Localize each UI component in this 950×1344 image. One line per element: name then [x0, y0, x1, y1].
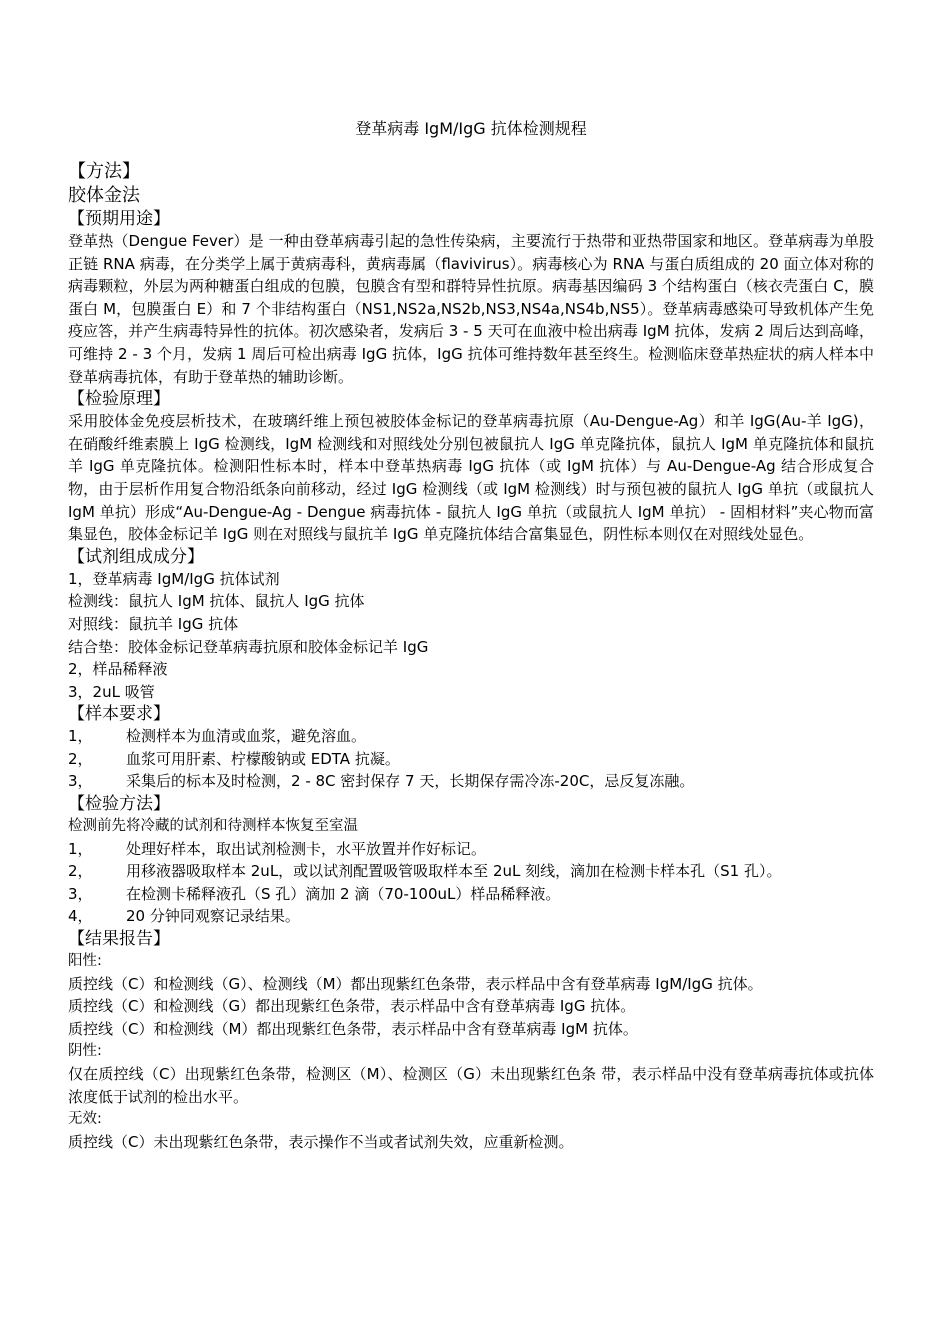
item-text: 用移液器吸取样本 2uL，或以试剂配置吸管吸取样本至 2uL 刻线，滴加在检测卡样本孔（S1 孔）。 [126, 862, 782, 881]
document-page [68, 118, 874, 1153]
item-text: 血浆可用肝素、柠檬酸钠或 EDTA 抗凝。 [126, 749, 400, 768]
results-heading: 【结果报告】 [68, 929, 170, 950]
reagent-line: 1，登革病毒 IgM/IgG 抗体试剂 [68, 569, 280, 588]
negative-text: 仅在质控线（C）出现紫红色条带，检测区（M）、检测区（G）未出现紫红色条 带，表示样品中没有登革病毒抗体或抗体浓度低于试剂的检出水平。 [68, 1065, 874, 1106]
item-number: 3， [68, 884, 93, 903]
procedure-heading: 【检验方法】 [68, 794, 170, 815]
positive-label: 阳性: [68, 953, 102, 970]
sample-item [68, 770, 874, 793]
item-number: 4， [68, 907, 93, 926]
positive-line: 质控线（C）和检测线（M）都出现紫红色条带，表示样品中含有登革病毒 IgM 抗体。 [68, 1019, 638, 1038]
positive-line: 质控线（C）和检测线（G）、检测线（M）都出现紫红色条带，表示样品中含有登革病毒 IgM/IgG 抗体。 [68, 974, 763, 993]
procedure-intro: 检测前先将冷藏的试剂和待测样本恢复至室温 [68, 818, 358, 835]
method-value: 胶体金法 [68, 185, 140, 206]
procedure-item [68, 838, 874, 861]
invalid-label: 无效: [68, 1111, 102, 1128]
sample-item [68, 725, 874, 748]
document-title: 登革病毒 IgM/IgG 抗体检测规程 [355, 119, 587, 138]
item-number: 2， [68, 862, 93, 881]
item-number: 3， [68, 772, 93, 791]
negative-label: 阴性: [68, 1043, 102, 1060]
reagent-line: 检测线：鼠抗人 IgM 抗体、鼠抗人 IgG 抗体 [68, 592, 365, 611]
reagent-line: 对照线：鼠抗羊 IgG 抗体 [68, 614, 239, 633]
reagent-line: 结合垫：胶体金标记登革病毒抗原和胶体金标记羊 IgG [68, 637, 429, 656]
item-text: 采集后的标本及时检测，2 - 8C 密封保存 7 天，长期保存需冷冻-20C，忌反复冻融。 [126, 772, 695, 791]
intended-use-text: 登革热（Dengue Fever）是 一种由登革病毒引起的急性传染病，主要流行于热带和亚热带国家和地区。登革病毒为单股正链 RNA 病毒，在分类学上属于黄病毒科，黄病毒属（flavivirus）。病毒核心为 RNA 与蛋白质组成的 20 面立体对称的病毒颗粒，外层为两种糖蛋白组成的包膜，包膜含有型和群特异性抗原。病毒基因编码 3 个结构蛋白（核衣壳蛋白 C，膜蛋白 M，包膜蛋白 E）和 7 个非结构蛋白（NS1,NS2a,NS2b,NS3,NS4a,NS4b,NS5）。登革病毒感染可导致机体产生免疫应答，并产生病毒特异性的抗体。初次感染者，发病后 3 - 5 天可在血液中检出病毒 IgM 抗体，发病 2 周后达到高峰，可维持 2 - 3 个月，发病 1 周后可检出病毒 IgG 抗体，IgG 抗体可维持数年甚至终生。检测临床登革热症状的病人样本中登革病毒抗体，有助于登革热的辅助诊断。 [68, 232, 874, 386]
principle-heading: 【检验原理】 [68, 389, 170, 410]
reagent-line: 2，样品稀释液 [68, 660, 168, 679]
principle-text: 采用胶体金免疫层析技术，在玻璃纤维上预包被胶体金标记的登革病毒抗原（Au-Dengue-Ag）和羊 IgG(Au-羊 IgG)，在硝酸纤维素膜上 IgG 检测线，IgM 检测线和对照线处分别包被鼠抗人 IgG 单克隆抗体，鼠抗人 IgM 单克隆抗体和鼠抗羊 IgG 单克隆抗体。检测阳性标本时，样本中登革热病毒 IgG 抗体（或 IgM 抗体）与 Au-Dengue-Ag 结合形成复合物，由于层析作用复合物沿纸条向前移动，经过 IgG 检测线（或 IgM 检测线）时与预包被的鼠抗人 IgG 单抗（或鼠抗人 IgM 单抗）形成“Au-Dengue-Ag - Dengue 病毒抗体 - 鼠抗人 IgG 单抗（或鼠抗人 IgM 单抗） - 固相材料”夹心物而富集显色，胶体金标记羊 IgG 则在对照线与鼠抗羊 IgG 单克隆抗体结合富集显色，阴性标本则仅在对照线处显色。 [68, 412, 874, 544]
intended-use-heading: 【预期用途】 [68, 209, 170, 229]
reagents-heading: 【试剂组成成分】 [68, 546, 204, 567]
invalid-text: 质控线（C）未出现紫红色条带，表示操作不当或者试剂失效，应重新检测。 [68, 1132, 574, 1151]
positive-line: 质控线（C）和检测线（G）都出现紫红色条带，表示样品中含有登革病毒 IgG 抗体。 [68, 997, 636, 1016]
item-number: 1， [68, 839, 93, 858]
item-text: 处理好样本，取出试剂检测卡，水平放置并作好标记。 [126, 839, 487, 858]
reagent-line: 3，2uL 吸管 [68, 682, 155, 701]
item-text: 20 分钟同观察记录结果。 [126, 907, 300, 926]
procedure-item [68, 883, 874, 906]
sample-heading: 【样本要求】 [68, 704, 170, 725]
item-text: 检测样本为血清或血浆，避免溶血。 [126, 727, 367, 746]
sample-item [68, 748, 874, 771]
item-text: 在检测卡稀释液孔（S 孔）滴加 2 滴（70-100uL）样品稀释液。 [126, 884, 561, 903]
procedure-item [68, 860, 874, 883]
item-number: 2， [68, 749, 93, 768]
item-number: 1， [68, 727, 93, 746]
method-heading: 【方法】 [68, 161, 140, 182]
procedure-item [68, 905, 874, 928]
